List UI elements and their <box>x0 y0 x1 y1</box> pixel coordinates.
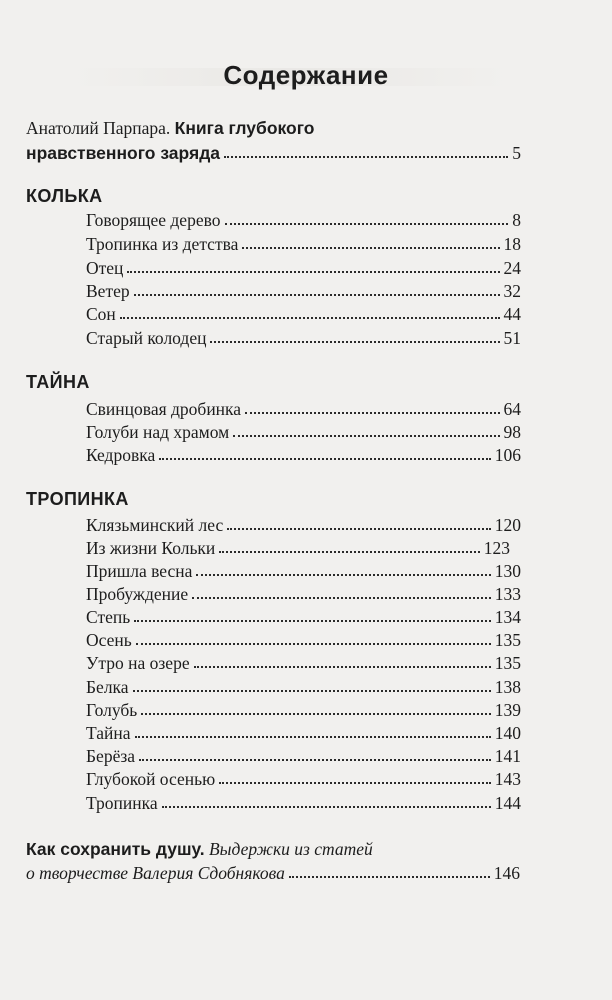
toc-entry <box>86 583 521 605</box>
intro-title-part-2: нравственного заряда <box>26 143 221 163</box>
entry-title: Голуби над храмом <box>86 422 230 442</box>
entry-title: Тропинка из детства <box>86 234 239 254</box>
section-heading-kolka: КОЛЬКА <box>26 186 103 206</box>
toc-entry <box>86 303 521 325</box>
entry-title: Пробуждение <box>86 584 189 604</box>
entry-page: 143 <box>494 769 521 789</box>
leader-dots <box>242 235 499 249</box>
entry-title: Степь <box>86 607 131 627</box>
intro-page: 5 <box>512 143 521 163</box>
closing-subtitle-part-1: Выдержки из статей <box>208 839 373 859</box>
leader-dots <box>162 794 491 808</box>
entry-title: Голубь <box>86 700 138 720</box>
toc-entry <box>86 652 521 674</box>
leader-dots <box>194 654 491 668</box>
entry-page: 8 <box>512 210 521 230</box>
entry-title: Отец <box>86 258 124 278</box>
intro-author: Анатолий Парпара. <box>26 118 171 138</box>
toc-entry <box>86 537 510 559</box>
toc-entry <box>86 792 521 814</box>
entry-title: Пришла весна <box>86 561 193 581</box>
intro-line-1 <box>26 117 315 139</box>
toc-entry <box>86 233 521 255</box>
entry-title: Берёза <box>86 746 136 766</box>
toc-entry <box>86 257 521 279</box>
entry-page: 138 <box>494 677 521 697</box>
leader-dots <box>120 305 500 319</box>
toc-entry <box>86 699 521 721</box>
leader-dots <box>127 259 499 273</box>
entry-page: 24 <box>503 258 521 278</box>
leader-dots <box>196 562 490 576</box>
leader-dots <box>219 539 479 553</box>
leader-dots <box>225 211 509 225</box>
entry-page: 106 <box>494 445 521 465</box>
entry-title: Сон <box>86 304 116 324</box>
toc-entry <box>86 606 521 628</box>
entry-page: 135 <box>494 630 521 650</box>
leader-dots <box>159 446 491 460</box>
toc-entry <box>86 209 521 231</box>
toc-entry <box>86 280 521 302</box>
leader-dots <box>289 864 490 878</box>
closing-page: 146 <box>493 863 520 883</box>
entry-title: Тайна <box>86 723 131 743</box>
toc-entry <box>86 560 521 582</box>
entry-title: Белка <box>86 677 129 697</box>
leader-dots <box>245 400 499 414</box>
leader-dots <box>139 747 491 761</box>
toc-entry <box>86 676 521 698</box>
entry-page: 98 <box>503 422 521 442</box>
entry-title: Из жизни Кольки <box>86 538 216 558</box>
leader-dots <box>233 423 499 437</box>
toc-entry <box>86 745 521 767</box>
toc-entry <box>86 768 521 790</box>
intro-line-2 <box>26 142 521 164</box>
entry-page: 64 <box>503 399 521 419</box>
entry-title: Ветер <box>86 281 130 301</box>
entry-title: Свинцовая дробинка <box>86 399 242 419</box>
toc-entry <box>86 722 521 744</box>
toc-entry <box>86 327 521 349</box>
leader-dots <box>219 770 491 784</box>
intro-title-part-1: Книга глубокого <box>174 118 315 138</box>
entry-page: 135 <box>494 653 521 673</box>
entry-page: 144 <box>494 793 521 813</box>
toc-entry <box>86 398 521 420</box>
page-title: Содержание <box>223 60 389 90</box>
leader-dots <box>210 329 499 343</box>
section-heading-tropinka: ТРОПИНКА <box>26 489 129 509</box>
entry-page: 123 <box>483 538 510 558</box>
closing-line-1 <box>26 838 373 860</box>
entry-page: 134 <box>494 607 521 627</box>
leader-dots <box>134 608 491 622</box>
entry-title: Клязьминский лес <box>86 515 224 535</box>
toc-entry <box>86 444 521 466</box>
entry-title: Осень <box>86 630 132 650</box>
leader-dots <box>141 701 491 715</box>
entry-page: 130 <box>494 561 521 581</box>
toc-entry <box>86 629 521 651</box>
leader-dots <box>133 678 491 692</box>
leader-dots <box>192 585 491 599</box>
closing-title: Как сохранить душу. <box>26 839 205 859</box>
leader-dots <box>135 724 491 738</box>
leader-dots <box>224 144 508 158</box>
entry-page: 133 <box>494 584 521 604</box>
entry-page: 18 <box>503 234 521 254</box>
entry-title: Говорящее дерево <box>86 210 221 230</box>
leader-dots <box>134 282 500 296</box>
entry-page: 140 <box>494 723 521 743</box>
entry-page: 32 <box>503 281 521 301</box>
section-heading-taina: ТАЙНА <box>26 372 90 392</box>
entry-page: 120 <box>494 515 521 535</box>
toc-entry <box>86 514 521 536</box>
entry-page: 51 <box>503 328 521 348</box>
leader-dots <box>227 516 491 530</box>
entry-page: 139 <box>494 700 521 720</box>
entry-title: Кедровка <box>86 445 156 465</box>
entry-title: Глубокой осенью <box>86 769 216 789</box>
entry-title: Тропинка <box>86 793 158 813</box>
toc-entry <box>86 421 521 443</box>
closing-subtitle-part-2: о творчестве Валерия Сдобнякова <box>26 863 285 883</box>
entry-title: Утро на озере <box>86 653 190 673</box>
closing-line-2 <box>26 862 520 884</box>
entry-page: 44 <box>503 304 521 324</box>
entry-page: 141 <box>494 746 521 766</box>
entry-title: Старый колодец <box>86 328 207 348</box>
leader-dots <box>136 631 491 645</box>
